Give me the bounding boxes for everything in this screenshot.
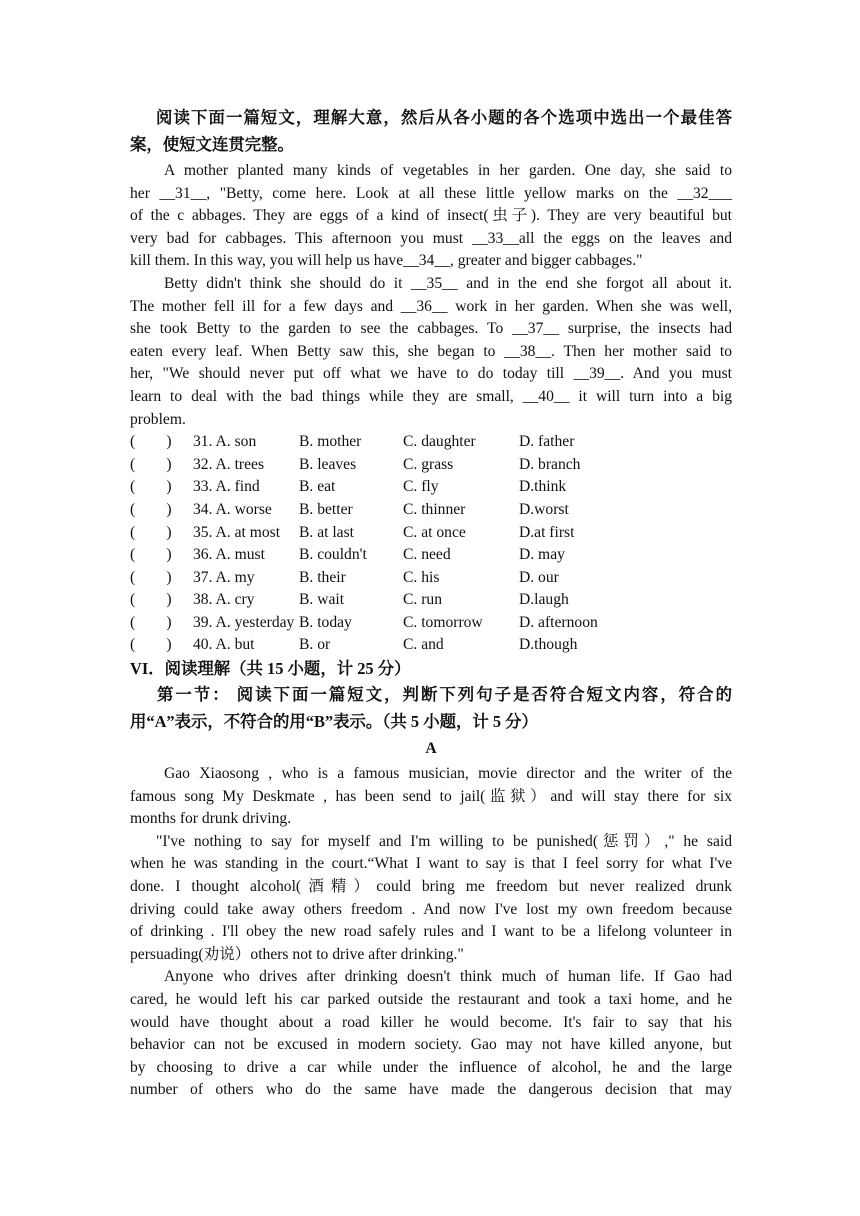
passage-line: her, "We should never put off what we have to do today till __39__. And you must	[130, 365, 732, 383]
option-b: B. wait	[299, 591, 345, 609]
option-b: B. couldn't	[299, 546, 367, 564]
answer-blank[interactable]: ( )	[130, 500, 172, 518]
option-d: D. branch	[519, 455, 581, 473]
section-title: VI．阅读理解（共 15 小题，计 25 分）	[130, 659, 411, 679]
passage-line: when he was standing in the court.“What I want to say is that I feel sorry for what I've	[130, 855, 732, 873]
answer-blank[interactable]: ( )	[130, 523, 172, 541]
passage-line: months for drunk driving.	[130, 810, 292, 828]
passage-label: A	[425, 740, 437, 758]
option-d: D. our	[519, 568, 559, 586]
option-row	[130, 499, 732, 522]
option-row	[130, 454, 732, 477]
passage-line: her __31__, "Betty, come here. Look at all these little yellow marks on the __32___	[130, 184, 732, 202]
instruction-line: 第一节： 阅读下面一篇短文，判断下列句子是否符合短文内容，符合的	[157, 685, 732, 705]
option-b: B. mother	[299, 433, 362, 451]
passage-line: done. I thought alcohol(酒精）could bring me freedom but never realized drunk	[130, 878, 732, 896]
passage-line: cared, he would left his car parked outside the restaurant and took a taxi home, and he	[130, 991, 732, 1008]
option-d: D. may	[519, 546, 565, 564]
answer-blank[interactable]: ( )	[130, 591, 172, 609]
option-a: 39. A. yesterday	[193, 613, 295, 631]
passage-line: eaten every leaf. When Betty saw this, she began to __38__. Then her mother said to	[130, 342, 732, 360]
answer-blank[interactable]: ( )	[130, 433, 172, 451]
option-row	[130, 476, 732, 499]
answer-blank[interactable]: ( )	[130, 636, 172, 654]
instruction-line: 案，使短文连贯完整。	[130, 135, 294, 154]
option-b: B. or	[299, 636, 331, 654]
option-b: B. better	[299, 500, 353, 518]
option-a: 36. A. must	[193, 546, 265, 564]
passage-line: very bad for cabbages. This afternoon you must __33__all the eggs on the leaves and	[130, 229, 732, 247]
passage-line: she took Betty to the garden to see the cabbages. To __37__ surprise, the insects had	[130, 320, 732, 338]
passage-line: "I've nothing to say for myself and I'm willing to be punished(惩罚）," he said	[156, 832, 732, 850]
passage-line: Gao Xiaosong , who is a famous musician, movie director and the writer of the	[164, 765, 732, 783]
instruction-line: 阅读下面一篇短文，理解大意，然后从各小题的各个选项中选出一个最佳答	[156, 108, 732, 127]
option-d: D.think	[519, 478, 567, 496]
passage-line: of drinking . I'll obey the new road safely rules and I want to be a lifelong volunteer in	[130, 923, 732, 941]
option-row	[130, 431, 732, 454]
cloze-passage	[130, 160, 732, 431]
cloze-instruction	[130, 104, 732, 158]
option-c: C. tomorrow	[403, 613, 483, 631]
option-a: 32. A. trees	[193, 455, 265, 473]
option-d: D.though	[519, 636, 578, 654]
instruction-line: 用“A”表示，不符合的用“B”表示。（共 5 小题，计 5 分）	[130, 712, 538, 732]
option-a: 40. A. but	[193, 636, 255, 654]
option-a: 38. A. cry	[193, 591, 255, 609]
option-d: D. afternoon	[519, 613, 598, 631]
option-d: D.at first	[519, 523, 575, 541]
option-b: B. today	[299, 613, 352, 631]
option-c: C. at once	[403, 523, 466, 541]
option-c: C. grass	[403, 455, 454, 473]
passage-line: of the c abbages. They are eggs of a kind of insect(虫子). They are very beautiful but	[130, 207, 732, 225]
answer-blank[interactable]: ( )	[130, 455, 172, 473]
answer-blank[interactable]: ( )	[130, 568, 172, 586]
option-row	[130, 522, 732, 545]
option-a: 33. A. find	[193, 478, 260, 496]
passage-line: kill them. In this way, you will help us have__34__, greater and bigger cabbages."	[130, 252, 643, 270]
option-c: C. fly	[403, 478, 439, 496]
option-c: C. need	[403, 546, 451, 564]
passage-line: behavior can not be excused in modern society. Gao may not have killed anyone, but	[130, 1036, 732, 1054]
option-b: B. eat	[299, 478, 336, 496]
option-a: 37. A. my	[193, 568, 255, 586]
option-d: D.laugh	[519, 591, 569, 609]
answer-blank[interactable]: ( )	[130, 478, 172, 496]
option-row	[130, 612, 732, 635]
passage-line: learn to deal with the bad things while they are small, __40__ it will turn into a big	[130, 387, 732, 405]
option-d: D. father	[519, 433, 575, 451]
passage-line: famous song My Deskmate , has been send to jail(监狱）and will stay there for six	[130, 787, 732, 805]
passage-line: Anyone who drives after drinking doesn't think much of human life. If Gao had	[164, 968, 732, 986]
option-c: C. daughter	[403, 433, 476, 451]
option-row	[130, 567, 732, 590]
passage-line: The mother fell ill for a few days and __36__ work in her garden. When she was well,	[130, 297, 732, 315]
passage-line: driving could take away others freedom . And now I've lost my own freedom because	[130, 900, 732, 918]
part-instruction	[130, 681, 732, 735]
passage-line: would have thought about a road killer he would become. It's fair to say that his	[130, 1013, 732, 1031]
option-b: B. their	[299, 568, 346, 586]
option-row	[130, 544, 732, 567]
option-a: 34. A. worse	[193, 500, 272, 518]
options-list	[130, 431, 732, 657]
option-row	[130, 634, 732, 657]
option-a: 35. A. at most	[193, 523, 281, 541]
passage-line: Betty didn't think she should do it __35__ and in the end she forgot all about it.	[164, 274, 732, 292]
option-c: C. thinner	[403, 500, 466, 518]
passage-line: A mother planted many kinds of vegetables in her garden. One day, she said to	[164, 162, 732, 179]
worksheet-page	[130, 104, 732, 1102]
passage-line: problem.	[130, 410, 186, 428]
option-a: 31. A. son	[193, 433, 257, 451]
reading-passage	[130, 763, 732, 1102]
option-d: D.worst	[519, 500, 569, 518]
answer-blank[interactable]: ( )	[130, 546, 172, 564]
option-c: C. his	[403, 568, 440, 586]
option-row	[130, 589, 732, 612]
option-c: C. run	[403, 591, 442, 609]
passage-line: by choosing to drive a car while under the influence of alcohol, he and the large	[130, 1058, 732, 1076]
passage-line: number of others who do the same have made the dangerous decision that may	[130, 1081, 732, 1099]
option-b: B. at last	[299, 523, 355, 541]
option-b: B. leaves	[299, 455, 357, 473]
option-c: C. and	[403, 636, 444, 654]
answer-blank[interactable]: ( )	[130, 613, 172, 631]
passage-line: persuading(劝说）others not to drive after drinking."	[130, 945, 464, 963]
